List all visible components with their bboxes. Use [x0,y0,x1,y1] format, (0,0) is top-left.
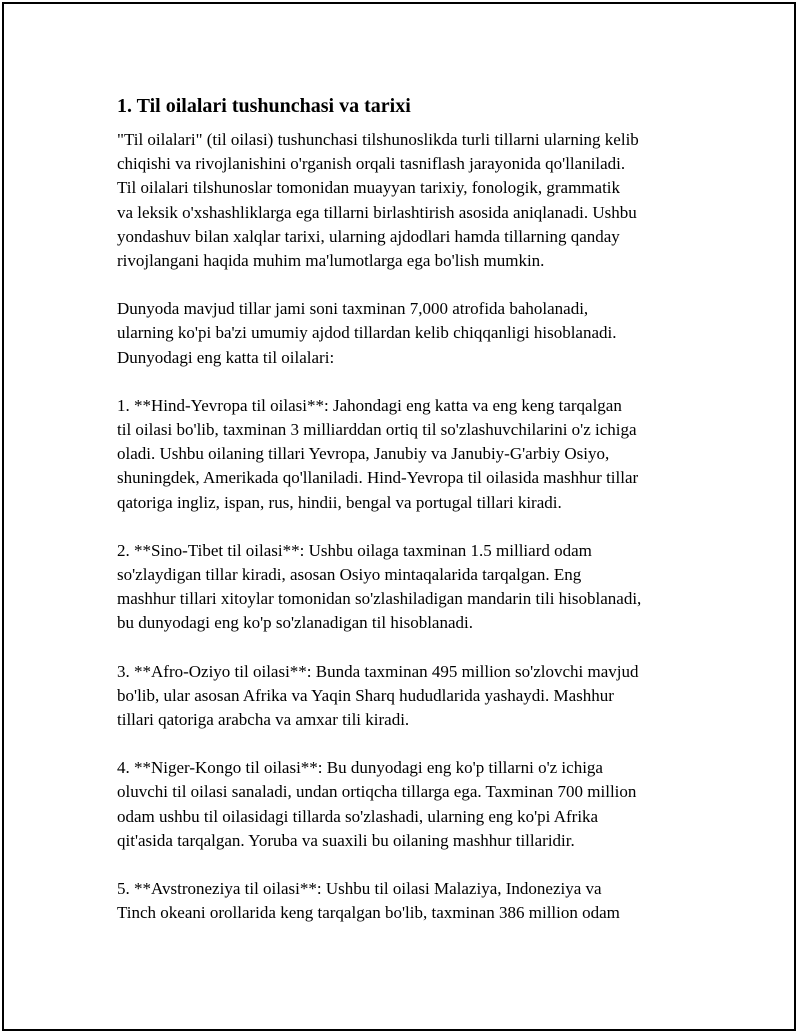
section-heading: 1. Til oilalari tushunchasi va tarixi [117,95,411,117]
text-line: oladi. Ushbu oilaning tillari Yevropa, Janubiy va Janubiy-G'arbiy Osiyo, [117,444,610,464]
text-line: bo'lib, ular asosan Afrika va Yaqin Sharq hududlarida yashaydi. Mashhur [117,685,614,705]
text-line: Til oilalari tilshunoslar tomonidan muayyan tarixiy, fonologik, grammatik [117,178,621,198]
text-line: bu dunyodagi eng ko'p so'zlanadigan til hisoblanadi. [117,613,473,633]
text-line: shuningdek, Amerikada qo'llaniladi. Hind-Yevropa til oilasida mashhur tillar [117,468,639,488]
text-line: 5. **Avstroneziya til oilasi**: Ushbu til oilasi Malaziya, Indoneziya va [117,879,602,899]
text-line: odam ushbu til oilasidagi tillarda so'zlashadi, ularning eng ko'pi Afrika [117,806,599,826]
text-line: qit'asida tarqalgan. Yoruba va suaxili bu oilaning mashhur tillaridir. [117,830,575,850]
text-line: 4. **Niger-Kongo til oilasi**: Bu dunyodagi eng ko'p tillarni o'z ichiga [117,758,603,778]
text-line: yondashuv bilan xalqlar tarixi, ularning ajdodlari hamda tillarning qanday [117,226,620,246]
document-body [117,92,697,925]
text-line: so'zlaydigan tillar kiradi, asosan Osiyo mintaqalarida tarqalgan. Eng [117,565,582,585]
paragraph [117,128,697,273]
paragraph [117,877,697,925]
paragraph-gap [117,853,697,877]
paragraph-gap [117,515,697,539]
text-line: ularning ko'pi ba'zi umumiy ajdod tillardan kelib chiqqanligi hisoblanadi. [117,323,617,343]
paragraph [117,539,697,636]
text-line: va leksik o'xshashliklarga ega tillarni birlashtirish asosida aniqlanadi. Ushbu [117,202,637,222]
text-line: Dunyodagi eng katta til oilalari: [117,347,335,367]
text-line: tillari qatoriga arabcha va amxar tili kiradi. [117,710,410,730]
paragraph-gap [117,370,697,394]
paragraph [117,756,697,853]
text-line: oluvchi til oilasi sanaladi, undan ortiqcha tillarga ega. Taxminan 700 million [117,782,637,802]
text-line: til oilasi bo'lib, taxminan 3 milliarddan ortiq til so'zlashuvchilarini o'z ichiga [117,420,637,440]
paragraph-gap [117,732,697,756]
text-line: rivojlangani haqida muhim ma'lumotlarga ega bo'lish mumkin. [117,251,545,271]
text-line: mashhur tillari xitoylar tomonidan so'zlashiladigan mandarin tili hisoblanadi, [117,589,642,609]
paragraph-gap [117,273,697,297]
paragraph [117,394,697,515]
text-line: "Til oilalari" (til oilasi) tushunchasi tilshunoslikda turli tillarni ularning kelib [117,130,639,149]
paragraph-gap [117,636,697,660]
text-line: 3. **Afro-Oziyo til oilasi**: Bunda taxminan 495 million so'zlovchi mavjud [117,661,639,681]
text-line: 1. **Hind-Yevropa til oilasi**: Jahondagi eng katta va eng keng tarqalgan [117,395,622,415]
paragraph [117,297,697,370]
text-line: chiqishi va rivojlanishini o'rganish orqali tasniflash jarayonida qo'llaniladi. [117,154,626,174]
text-line: 2. **Sino-Tibet til oilasi**: Ushbu oilaga taxminan 1.5 milliard odam [117,540,592,560]
text-line: qatoriga ingliz, ispan, rus, hindii, bengal va portugal tillari kiradi. [117,492,562,512]
paragraph-list [117,128,697,925]
text-line: Dunyoda mavjud tillar jami soni taxminan 7,000 atrofida baholanadi, [117,299,589,319]
paragraph [117,660,697,733]
text-line: Tinch okeani orollarida keng tarqalgan bo'lib, taxminan 386 million odam [117,903,620,923]
